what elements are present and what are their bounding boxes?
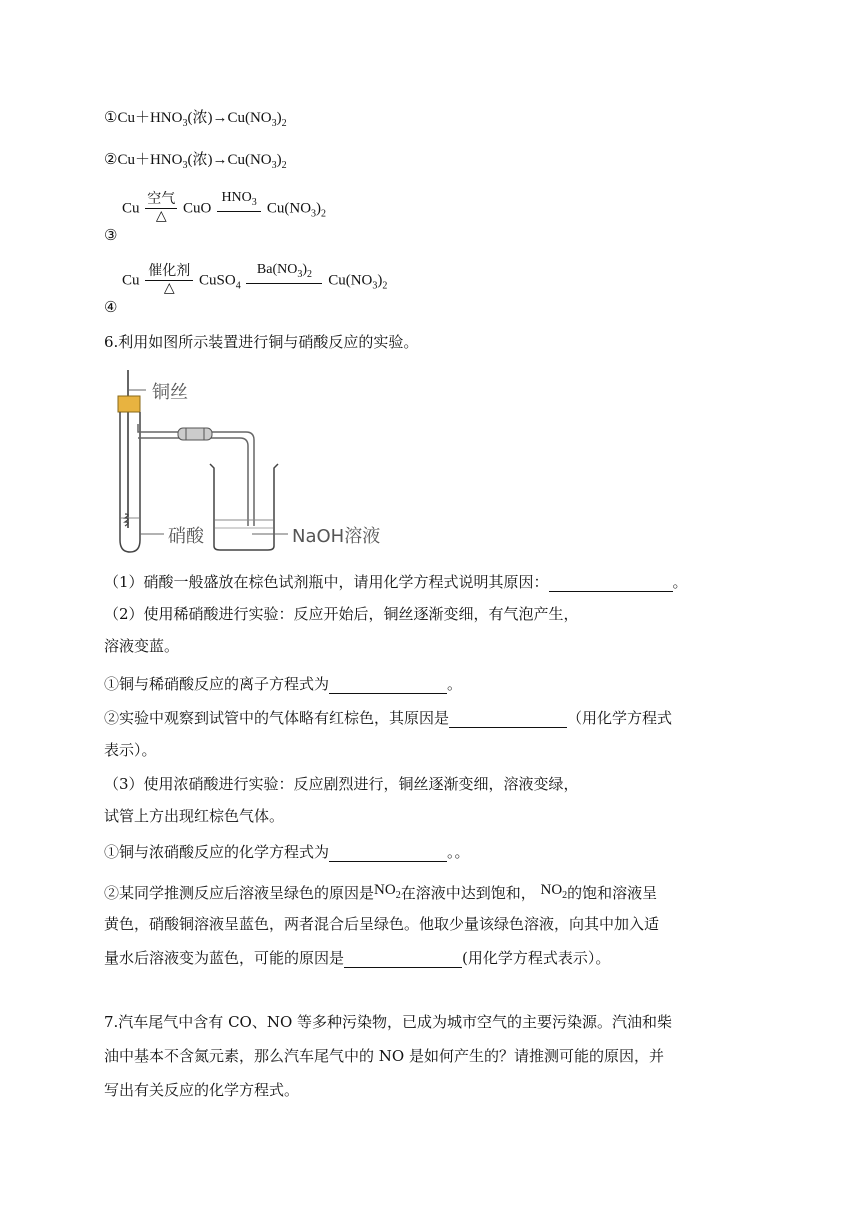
question-7-line1: 7.汽车尾气中含有 CO、NO 等多种污染物，已成为城市空气的主要污染源。汽油和柴 <box>104 1013 673 1031</box>
q6-part1: （1）硝酸一般盛放在棕色试剂瓶中，请用化学方程式说明其原因： 。 <box>104 573 688 591</box>
q6-part2-sub1: ①铜与稀硝酸反应的离子方程式为 。 <box>104 675 463 693</box>
intermediate: CuO <box>183 200 212 217</box>
condition-arrow-2: $Ba(NO_3)_2$ <box>244 262 324 300</box>
answer-blank[interactable] <box>329 677 447 694</box>
q6-part3-sub2-cont2: 量水后溶液变为蓝色，可能的原因是 (用化学方程式表示）。 <box>104 949 611 967</box>
condition: (浓) <box>187 110 213 126</box>
q6-part2-line2: 溶液变蓝。 <box>104 637 180 655</box>
equation-1: $①Cu+HNO_3$(浓)$\to Cu(NO_3)_2$ <box>104 110 287 129</box>
naoh-solution-label: NaOH溶液 <box>292 526 381 547</box>
q6-part2-line1: （2）使用稀硝酸进行实验：反应开始后，铜丝逐渐变细，有气泡产生， <box>104 605 579 623</box>
reactants: Cu＋HNO <box>117 110 183 126</box>
product: Cu(NO <box>266 200 312 217</box>
q6-part2-sub2-cont: 表示）。 <box>104 741 157 759</box>
reactant: Cu <box>122 200 140 217</box>
no2-formula: NO <box>540 882 563 898</box>
q6-part3-sub2: ②某同学推测反应后溶液呈绿色的原因是$NO_2$在溶液中达到饱和， $NO_2$的饱和溶液呈 <box>104 882 658 902</box>
copper-wire-label: 铜丝 <box>152 382 188 403</box>
answer-blank[interactable] <box>549 575 673 592</box>
answer-blank[interactable] <box>344 951 462 968</box>
question-7-line2: 油中基本不含氮元素，那么汽车尾气中的 NO 是如何产生的？请推测可能的原因，并 <box>104 1047 664 1065</box>
reactants: Cu＋HNO <box>117 152 183 168</box>
question-7-line3: 写出有关反应的化学方程式。 <box>104 1081 300 1099</box>
equation-3: Cu 空气 △ CuO $HNO_3$ $Cu(NO_3)_2$ <box>122 190 326 228</box>
condition: (浓) <box>187 152 213 168</box>
circled-number: ① <box>104 110 118 126</box>
apparatus-figure <box>112 368 432 562</box>
no2-formula: NO <box>374 882 396 898</box>
q6-part3-line2: 试管上方出现红棕色气体。 <box>104 807 285 825</box>
reactant: Cu <box>122 272 140 289</box>
circled-number-4: ④ <box>104 300 118 316</box>
reaction-arrow: → <box>212 152 228 168</box>
q6-part3-sub2-cont1: 黄色，硝酸铜溶液呈蓝色，两者混合后呈绿色。他取少量该绿色溶液，向其中加入适 <box>104 915 660 933</box>
q6-part3-line1: （3）使用浓硝酸进行实验：反应剧烈进行，铜丝逐渐变细，溶液变绿， <box>104 775 579 793</box>
product: Cu(NO <box>227 110 272 126</box>
intermediate: CuSO <box>199 272 236 289</box>
reaction-arrow: → <box>212 110 228 126</box>
q6-part2-sub2: ②实验中观察到试管中的气体略有红棕色，其原因是 （用化学方程式 <box>104 709 673 727</box>
product: Cu(NO <box>227 152 272 168</box>
answer-blank[interactable] <box>449 711 567 728</box>
circled-number-3: ③ <box>104 228 118 244</box>
condition-arrow-1: 空气 △ <box>147 192 176 225</box>
equation-4: Cu 催化剂 △ CuSO$_4$ $Ba(NO_3)_2$ $Cu(NO_3)_2$ <box>122 262 387 300</box>
condition-arrow-1: 催化剂 △ <box>143 264 195 297</box>
equation-2: $②Cu+HNO_3$(浓)$\to Cu(NO_3)_2$ <box>104 152 287 171</box>
condition-arrow-2: $HNO_3$ <box>215 190 263 228</box>
question-6-title: 6.利用如图所示装置进行铜与硝酸反应的实验。 <box>104 333 419 351</box>
answer-blank[interactable] <box>329 845 447 862</box>
product: Cu(NO <box>328 272 373 289</box>
nitric-acid-label: 硝酸 <box>168 526 204 547</box>
circled-number: ② <box>104 152 118 168</box>
q6-part3-sub1: ①铜与浓硝酸反应的化学方程式为 。。 <box>104 843 470 861</box>
